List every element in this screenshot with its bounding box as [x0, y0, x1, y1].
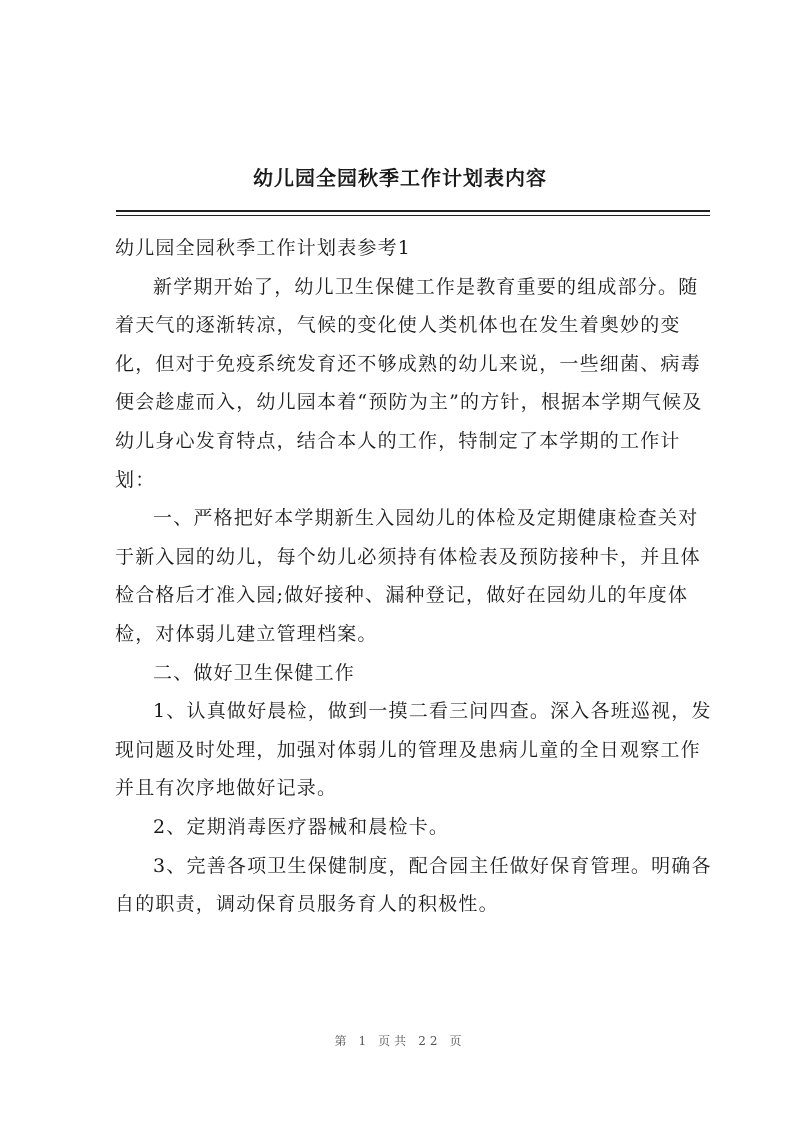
paragraph-item-1: 一、严格把好本学期新生入园幼儿的体检及定期健康检查关对于新入园的幼儿，每个幼儿必须持有体检表及预防接种卡，并且体检合格后才准入园;做好接种、漏种登记，做好在园幼儿的年度体检，对体弱儿建立管理档案。 — [115, 507, 701, 645]
paragraph-subitem-2: 2、定期消毒医疗器械和晨检卡。 — [153, 815, 450, 838]
paragraph-intro: 新学期开始了，幼儿卫生保健工作是教育重要的组成部分。随着天气的逐渐转凉，气候的变化使人类机体也在发生着奥妙的变化，但对于免疫系统发育还不够成熟的幼儿来说，一些细菌、病毒便会趁虚而入，幼儿园本着“预防为主”的方针，根据本学期气候及幼儿身心发育特点，结合本人的工作，特制定了本学期的工作计划： — [115, 275, 703, 491]
document-body — [115, 229, 715, 924]
paragraph-item-2: 二、做好卫生保健工作 — [153, 661, 356, 684]
footer-page-number: 1 — [358, 1034, 371, 1048]
footer-suffix: 页 — [449, 1034, 466, 1048]
page-footer — [0, 1032, 800, 1049]
title-rule-thick — [116, 210, 710, 212]
footer-total-pages: 22 — [418, 1034, 442, 1048]
footer-middle: 页共 — [378, 1034, 411, 1048]
paragraph-subitem-3: 3、完善各项卫生保健制度，配合园主任做好保育管理。明确各自的职责，调动保育员服务育人的积极性。 — [115, 854, 712, 916]
title-rule-thin — [116, 215, 710, 216]
paragraph-subitem-1: 1、认真做好晨检，做到一摸二看三问四查。深入各班巡视，发现问题及时处理，加强对体弱儿的管理及患病儿童的全日观察工作并且有次序地做好记录。 — [115, 700, 712, 800]
section-heading: 幼儿园全园秋季工作计划表参考1 — [115, 237, 412, 259]
footer-prefix: 第 — [334, 1034, 351, 1048]
document-title: 幼儿园全园秋季工作计划表内容 — [253, 166, 547, 190]
